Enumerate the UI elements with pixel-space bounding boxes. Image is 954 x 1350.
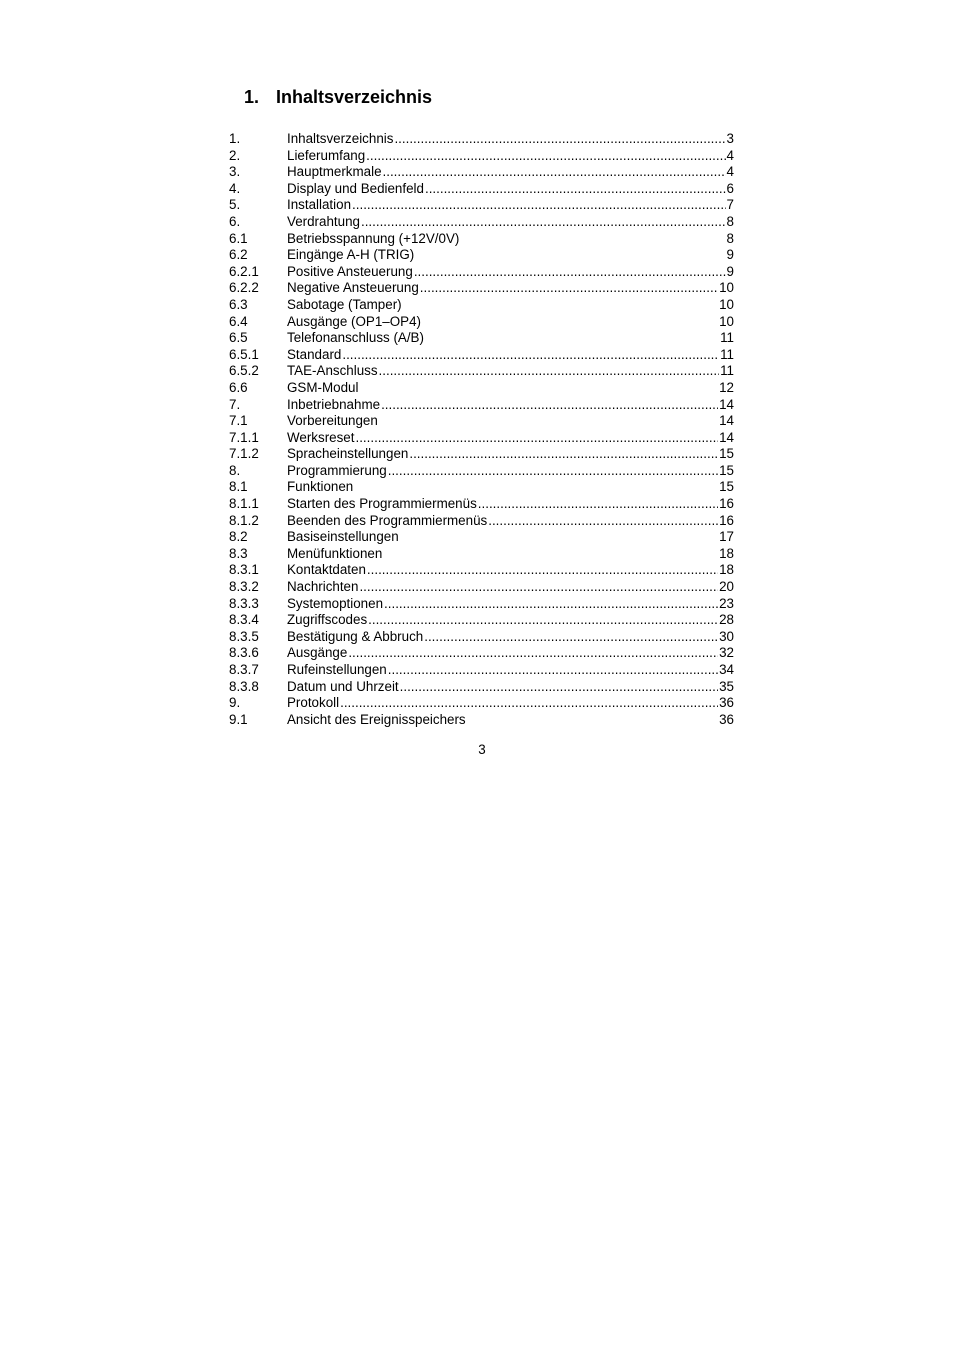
toc-dot-leader: [388, 662, 718, 679]
toc-entry-page: 14: [719, 396, 734, 412]
toc-entry[interactable]: [229, 164, 734, 181]
toc-entry-page: 10: [719, 296, 734, 312]
toc-entry-number: 6.: [229, 213, 241, 229]
toc-entry-title: Ansicht des Ereignisspeichers: [287, 711, 466, 727]
toc-entry-title: Systemoptionen: [287, 595, 384, 611]
toc-entry-title: Inhaltsverzeichnis: [287, 131, 394, 146]
toc-dot-leader: [478, 496, 718, 513]
toc-entry[interactable]: [229, 131, 734, 148]
toc-entry[interactable]: [229, 181, 734, 198]
toc-entry-title: Hauptmerkmale: [287, 164, 382, 180]
toc-entry-number: 8.3.2: [229, 579, 259, 595]
toc-entry-page: 9: [726, 247, 734, 263]
toc-entry-page: 9: [726, 263, 734, 279]
toc-entry-number: 4.: [229, 180, 241, 196]
toc-entry-number: 3.: [229, 164, 241, 180]
toc-dot-leader: [359, 579, 718, 596]
table-of-contents: [229, 131, 734, 728]
toc-entry[interactable]: [229, 546, 734, 563]
toc-entry-title: Verdrahtung: [287, 213, 360, 229]
toc-entry-page: 15: [719, 462, 734, 478]
toc-entry-title: Telefonanschluss (A/B): [287, 330, 424, 346]
toc-entry-title: Negative Ansteuerung: [287, 280, 419, 296]
toc-entry-number: 6.5.2: [229, 363, 259, 379]
toc-entry-title: Sabotage (Tamper): [287, 296, 402, 312]
toc-entry-title: Programmierung: [287, 462, 387, 478]
toc-entry-number: 6.6: [229, 379, 248, 395]
toc-entry-title: Spracheinstellungen: [287, 446, 409, 462]
toc-entry-number: 1.: [229, 131, 241, 146]
toc-entry-title: Betriebsspannung (+12V/0V): [287, 230, 460, 246]
toc-entry-page: 6: [726, 180, 734, 196]
toc-entry-number: 8.3.6: [229, 645, 259, 661]
toc-entry-page: 11: [720, 363, 734, 379]
page-number: 3: [478, 742, 486, 757]
toc-entry-number: 2.: [229, 147, 241, 163]
toc-entry[interactable]: [229, 629, 734, 646]
toc-entry-page: 3: [726, 131, 734, 146]
toc-entry-page: 36: [719, 711, 734, 727]
toc-dot-leader: [388, 463, 718, 480]
toc-entry-page: 17: [719, 529, 734, 545]
toc-entry-page: 10: [719, 280, 734, 296]
toc-entry-number: 6.2: [229, 247, 248, 263]
toc-entry[interactable]: [229, 446, 734, 463]
toc-entry[interactable]: [229, 231, 734, 248]
toc-entry-number: 6.2.1: [229, 263, 259, 279]
toc-entry-title: Werksreset: [287, 429, 355, 445]
toc-dot-leader: [420, 280, 718, 297]
toc-dot-leader: [394, 131, 725, 148]
toc-entry[interactable]: [229, 413, 734, 430]
toc-entry-number: 8.1.2: [229, 512, 259, 528]
toc-entry-page: 30: [719, 628, 734, 644]
toc-entry-number: 9.: [229, 695, 241, 711]
toc-dot-leader: [361, 214, 726, 231]
toc-dot-leader: [348, 645, 718, 662]
toc-dot-leader: [409, 446, 718, 463]
heading-title: Inhaltsverzeichnis: [276, 87, 433, 107]
toc-entry-page: 12: [719, 379, 734, 395]
toc-entry-number: 7.: [229, 396, 241, 412]
toc-entry-title: Rufeinstellungen: [287, 662, 387, 677]
toc-entry-page: 14: [719, 413, 734, 429]
toc-entry-number: 7.1: [229, 413, 248, 429]
toc-dot-leader: [425, 181, 726, 198]
toc-entry-title: Funktionen: [287, 479, 354, 495]
toc-entry-title: Positive Ansteuerung: [287, 263, 413, 279]
toc-entry-title: Eingänge A-H (TRIG): [287, 247, 415, 263]
toc-dot-leader: [424, 629, 718, 646]
toc-dot-leader: [352, 197, 726, 214]
toc-dot-leader: [383, 164, 726, 181]
toc-entry[interactable]: [229, 214, 734, 231]
toc-entry-page: 32: [719, 645, 734, 661]
toc-entry-page: 16: [719, 512, 734, 528]
toc-entry[interactable]: [229, 496, 734, 513]
toc-entry[interactable]: [229, 562, 734, 579]
toc-entry-title: Protokoll: [287, 695, 340, 711]
toc-entry-title: Bestätigung & Abbruch: [287, 628, 424, 644]
toc-entry-page: 8: [726, 230, 734, 246]
toc-entry-page: 14: [719, 429, 734, 445]
toc-entry[interactable]: [229, 264, 734, 281]
toc-dot-leader: [400, 679, 718, 696]
toc-entry-title: Ausgänge (OP1–OP4): [287, 313, 421, 329]
toc-entry[interactable]: [229, 280, 734, 297]
toc-entry-page: 4: [726, 147, 734, 163]
toc-entry-page: 11: [720, 330, 734, 346]
toc-entry-number: 7.1.2: [229, 446, 259, 462]
toc-entry-title: Nachrichten: [287, 579, 359, 595]
toc-entry-number: 6.1: [229, 230, 248, 246]
toc-entry-number: 8.1.1: [229, 496, 259, 512]
toc-entry-page: 8: [726, 213, 734, 229]
toc-dot-leader: [366, 148, 725, 165]
toc-entry-page: 34: [719, 662, 734, 677]
toc-entry-title: Beenden des Programmiermenüs: [287, 512, 488, 528]
toc-entry-title: Installation: [287, 197, 352, 213]
toc-entry-number: 8.3.8: [229, 678, 259, 694]
toc-dot-leader: [381, 397, 718, 414]
toc-entry[interactable]: [229, 529, 734, 546]
toc-entry-number: 8.3.5: [229, 628, 259, 644]
toc-entry[interactable]: [229, 596, 734, 613]
toc-entry[interactable]: [229, 479, 734, 496]
toc-dot-leader: [368, 612, 718, 629]
toc-entry-number: 8.3.1: [229, 562, 259, 578]
heading-number: 1.: [244, 87, 260, 107]
toc-entry-number: 5.: [229, 197, 241, 213]
toc-entry-title: Standard: [287, 346, 342, 362]
toc-entry[interactable]: [229, 712, 734, 729]
toc-entry-number: 8.2: [229, 529, 248, 545]
toc-entry-title: Ausgänge: [287, 645, 348, 661]
toc-entry-number: 6.2.2: [229, 280, 259, 296]
toc-dot-leader: [488, 513, 718, 530]
toc-entry-title: Datum und Uhrzeit: [287, 678, 399, 694]
toc-entry-page: 20: [719, 579, 734, 595]
toc-entry[interactable]: [229, 330, 734, 347]
page-heading: [244, 87, 432, 108]
toc-entry-number: 7.1.1: [229, 429, 259, 445]
toc-entry-page: 15: [719, 446, 734, 462]
toc-entry[interactable]: [229, 347, 734, 364]
toc-entry-page: 36: [719, 695, 734, 711]
toc-entry-number: 6.3: [229, 296, 248, 312]
toc-entry-title: Vorbereitungen: [287, 413, 378, 429]
toc-entry-title: Kontaktdaten: [287, 562, 366, 578]
toc-entry-number: 8.3: [229, 545, 248, 561]
toc-entry-page: 18: [719, 545, 734, 561]
toc-entry[interactable]: [229, 612, 734, 629]
toc-entry[interactable]: [229, 430, 734, 447]
toc-entry-title: Inbetriebnahme: [287, 396, 381, 412]
toc-entry-title: Display und Bedienfeld: [287, 180, 424, 196]
toc-entry-page: 15: [719, 479, 734, 495]
toc-entry-page: 10: [719, 313, 734, 329]
toc-entry[interactable]: [229, 645, 734, 662]
toc-entry-page: 16: [719, 496, 734, 512]
toc-entry[interactable]: [229, 297, 734, 314]
toc-entry-number: 6.4: [229, 313, 248, 329]
toc-entry-number: 8.3.4: [229, 612, 259, 628]
toc-entry[interactable]: [229, 380, 734, 397]
toc-dot-leader: [342, 347, 719, 364]
toc-entry-title: Menüfunktionen: [287, 545, 383, 561]
toc-entry-number: 6.5: [229, 330, 248, 346]
toc-entry-title: Zugriffscodes: [287, 612, 368, 628]
toc-entry-page: 7: [726, 197, 734, 213]
toc-entry-title: Lieferumfang: [287, 147, 366, 163]
toc-dot-leader: [379, 363, 720, 380]
toc-entry-page: 11: [720, 346, 734, 362]
toc-dot-leader: [384, 596, 718, 613]
toc-entry-title: Starten des Programmiermenüs: [287, 496, 477, 512]
toc-dot-leader: [340, 695, 718, 712]
toc-entry-title: TAE-Anschluss: [287, 363, 378, 379]
toc-dot-leader: [355, 430, 718, 447]
toc-entry-number: 8.3.7: [229, 662, 259, 677]
toc-entry-page: 18: [719, 562, 734, 578]
toc-entry[interactable]: [229, 679, 734, 696]
toc-entry-page: 23: [719, 595, 734, 611]
toc-entry[interactable]: [229, 579, 734, 596]
toc-entry[interactable]: [229, 148, 734, 165]
toc-entry[interactable]: [229, 314, 734, 331]
toc-entry[interactable]: [229, 197, 734, 214]
toc-dot-leader: [367, 562, 718, 579]
toc-entry[interactable]: [229, 695, 734, 712]
toc-entry[interactable]: [229, 363, 734, 380]
toc-entry[interactable]: [229, 247, 734, 264]
toc-entry[interactable]: [229, 662, 734, 679]
toc-entry-title: Basiseinstellungen: [287, 529, 399, 545]
toc-entry-number: 6.5.1: [229, 346, 259, 362]
toc-entry[interactable]: [229, 513, 734, 530]
toc-entry-number: 9.1: [229, 711, 248, 727]
toc-entry-page: 28: [719, 612, 734, 628]
toc-entry[interactable]: [229, 463, 734, 480]
toc-entry-number: 8.: [229, 462, 241, 478]
toc-entry-title: GSM-Modul: [287, 379, 359, 395]
toc-entry-number: 8.3.3: [229, 595, 259, 611]
toc-entry[interactable]: [229, 397, 734, 414]
toc-entry-page: 35: [719, 678, 734, 694]
toc-entry-page: 4: [726, 164, 734, 180]
toc-dot-leader: [414, 264, 726, 281]
toc-entry-number: 8.1: [229, 479, 248, 495]
